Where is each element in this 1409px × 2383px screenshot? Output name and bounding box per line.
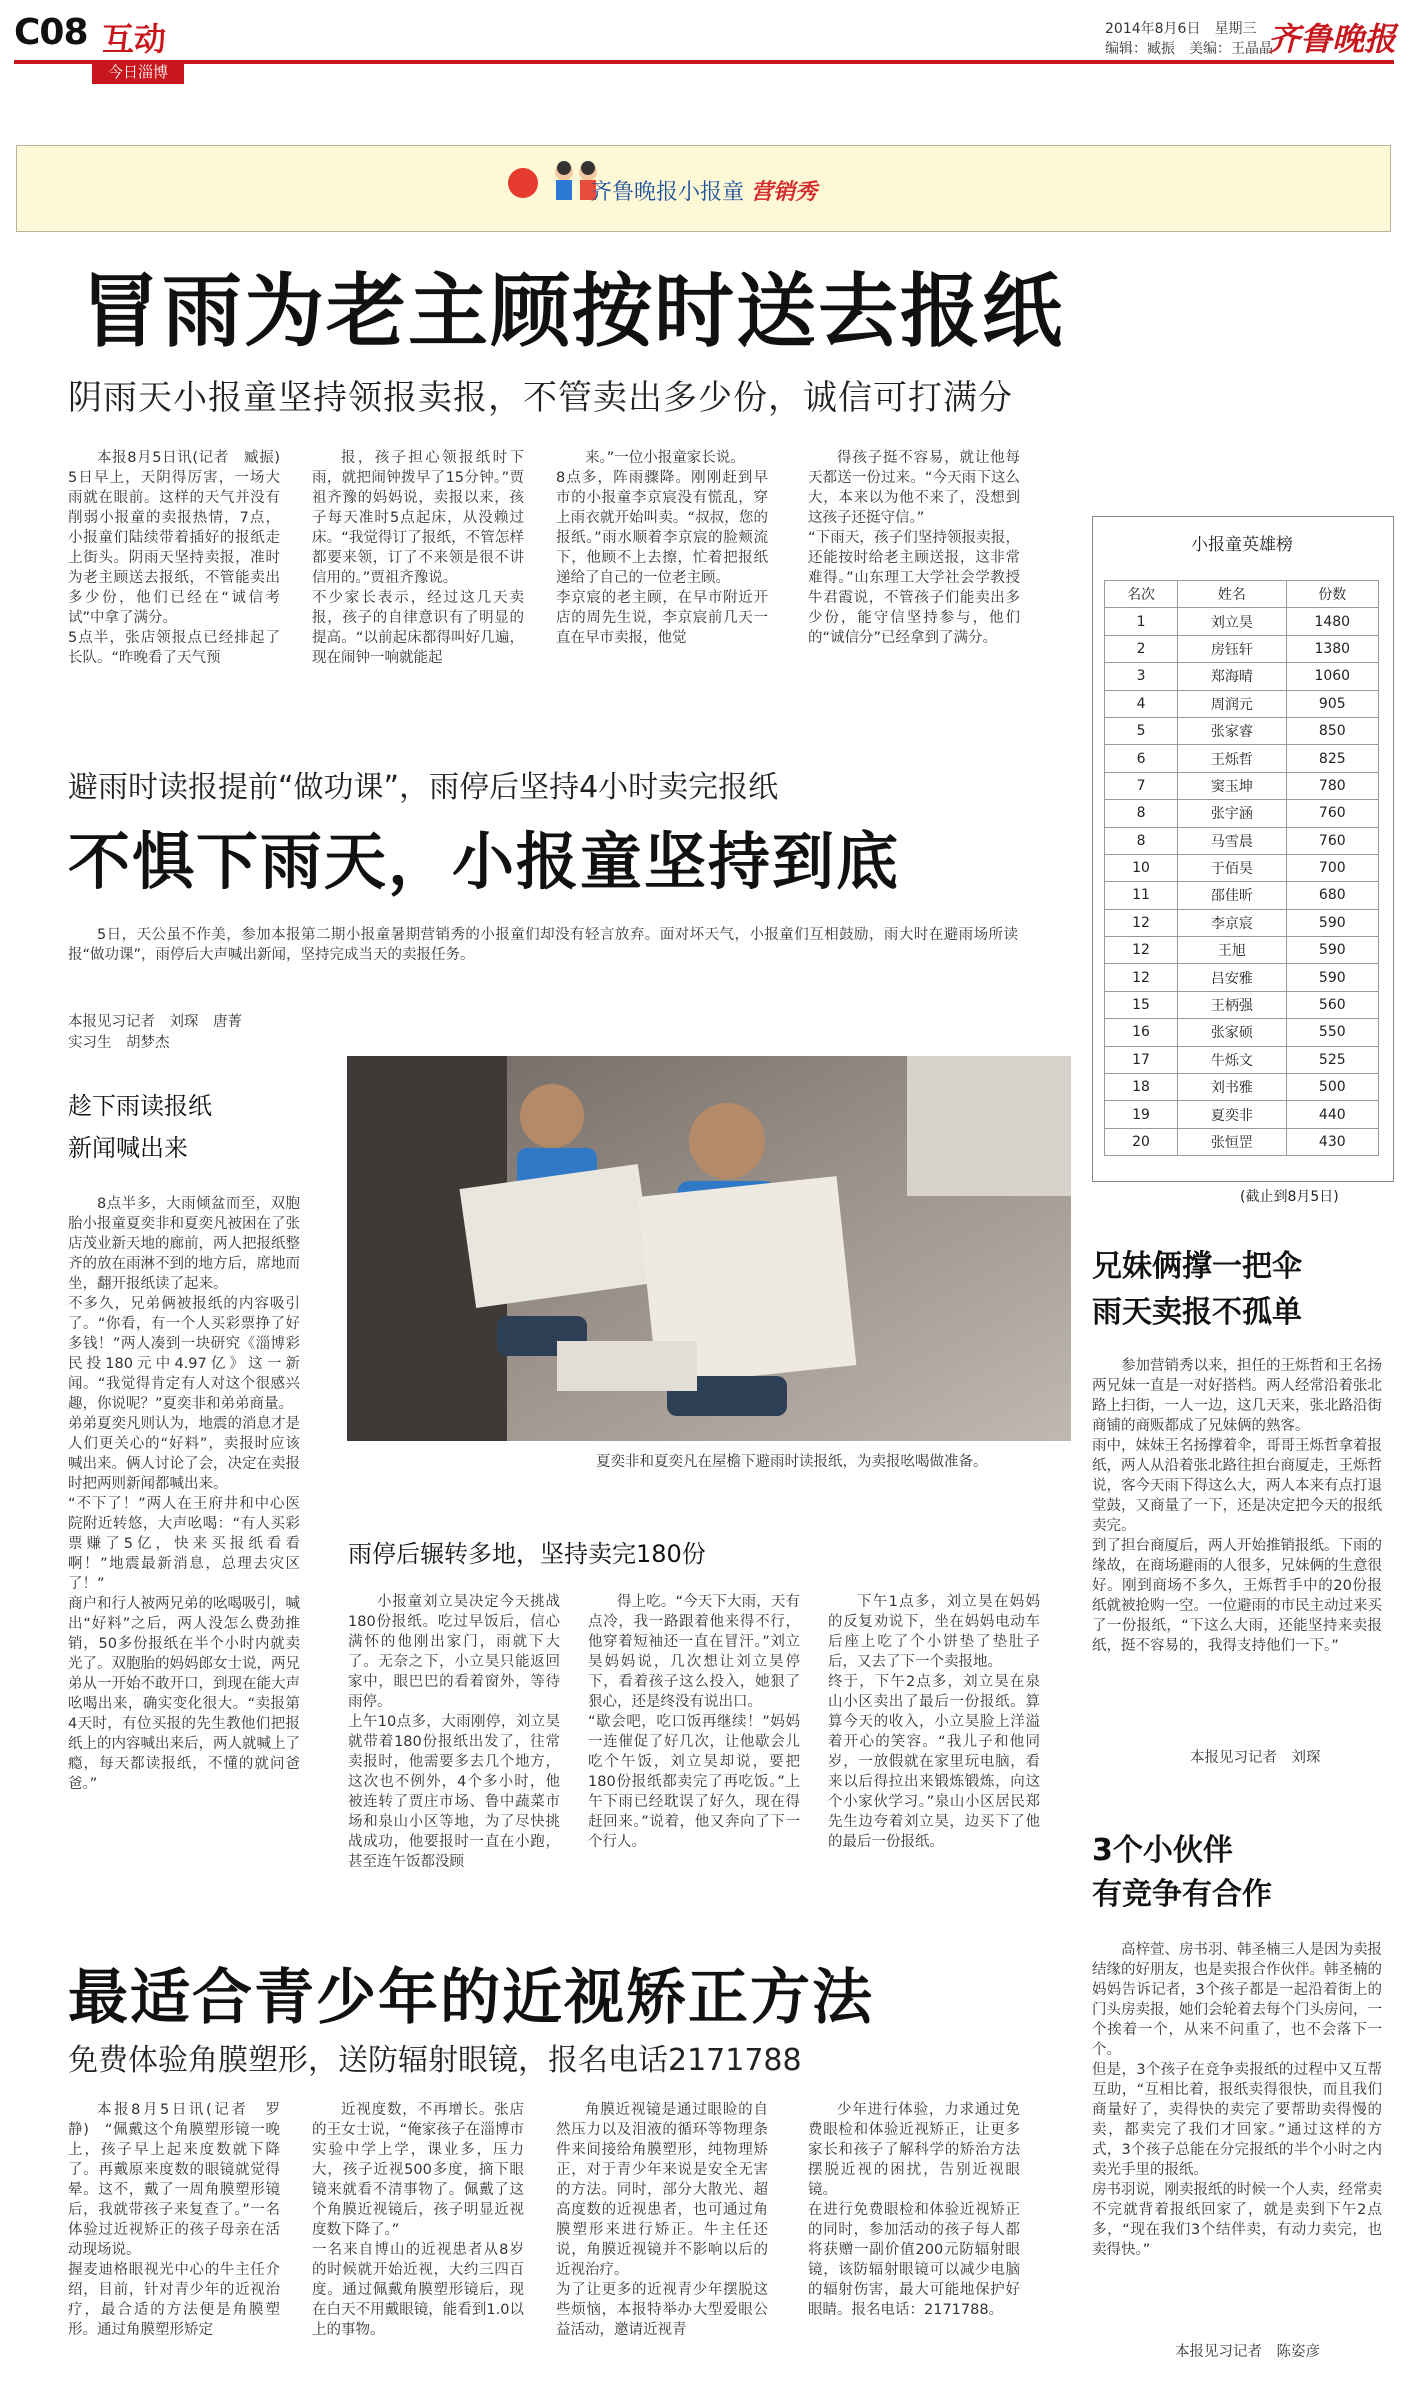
ranking-cell-count: 680 xyxy=(1286,882,1378,909)
ranking-cell-count: 1380 xyxy=(1286,635,1378,662)
ranking-cell-rank: 1 xyxy=(1105,608,1178,635)
side2-byline: 本报见习记者 陈姿彦 xyxy=(1175,2344,1320,2360)
ranking-cell-name: 张家睿 xyxy=(1178,717,1286,744)
ranking-row xyxy=(1105,909,1379,936)
ranking-col-count: 份数 xyxy=(1286,581,1378,608)
ranking-row xyxy=(1105,1101,1379,1128)
ranking-cell-rank: 20 xyxy=(1105,1128,1178,1155)
ranking-row xyxy=(1105,937,1379,964)
ranking-cell-name: 张宇涵 xyxy=(1178,800,1286,827)
side2-body: 高梓萱、房书羽、韩圣楠三人是因为卖报结缘的好朋友，也是卖报合作伙伴。韩圣楠的妈妈告诉记者，3个孩子都是一起沿着街上的门头房卖报，她们会轮着去每个门头房问，一个挨着一个，从来不问重了，也不会落下一个。 但是，3个孩子在竞争卖报纸的过程中又互帮互助，“互相比着，报纸卖得很快，而且我们商量好了，卖得快的卖完了要帮助卖得慢的卖，都卖完了我们才回家。”通过这样的方式，3个孩子总能在分完报纸的半个小时之内卖光手里的报纸。 房书羽说，刚卖报纸的时候一个人卖，经常卖不完就背着报纸回家了，就是卖到下午2点多，“现在我们3个结伴卖，有动力卖完，也卖得快。” xyxy=(1092,1942,1382,2258)
ranking-cell-count: 760 xyxy=(1286,827,1378,854)
ranking-cell-name: 张家硕 xyxy=(1178,1019,1286,1046)
ranking-cell-rank: 2 xyxy=(1105,635,1178,662)
article2-col2: 小报童刘立昊决定今天挑战180份报纸。吃过早饭后，信心满怀的他刚出家门，雨就下大了。无奈之下，小立昊只能返回家中，眼巴巴的看着窗外，等待雨停。 上午10点多，大雨刚停，刘立昊就带着180份报纸出发了，往常卖报时，他需要多去几个地方，这次也不例外，4个多小时，他被连转了贾庄市场、鲁中蔬菜市场和泉山小区等地，为了尽快挑战成功，他要报时一直在小跑，甚至连午饭都没顾 xyxy=(348,1594,560,1870)
side1-body: 参加营销秀以来，担任的王烁哲和王名扬两兄妹一直是一对好搭档。两人经常沿着张北路上扫街，一人一边，这几天来，张北路沿街商铺的商贩都成了兄妹俩的熟客。 雨中，妹妹王名扬撑着伞，哥哥王烁哲拿着报纸，两人从沿着张北路往担台商厦走，王烁哲说，客今天雨下得这么大，两人本来有点打退堂鼓，又商量了一下，还是决定把今天的报纸卖完。 到了担台商厦后，两人开始推销报纸。下雨的缘故，在商场避雨的人很多，兄妹俩的生意很好。刚到商场不多久，王烁哲手中的20份报纸就被抢购一空。一位避雨的市民主动过来买了一份报纸，“下这么大雨，还能坚持来卖报纸，挺不容易的，我得支持他们一下。” xyxy=(1092,1358,1382,1654)
ranking-cell-count: 590 xyxy=(1286,909,1378,936)
ranking-cell-rank: 15 xyxy=(1105,991,1178,1018)
ranking-cell-name: 窦玉坤 xyxy=(1178,772,1286,799)
ranking-cell-name: 王旭 xyxy=(1178,937,1286,964)
ranking-cell-count: 1060 xyxy=(1286,663,1378,690)
article2-byline-intern: 实习生 胡梦杰 xyxy=(68,1035,170,1051)
article2-col1: 8点半多，大雨倾盆而至，双胞胎小报童夏奕非和夏奕凡被困在了张店茂业新天地的廊前，两人把报纸整齐的放在雨淋不到的地方后，席地而坐，翻开报纸读了起来。 不多久，兄弟俩被报纸的内容吸引了。“你看，有一个人买彩票挣了好多钱！”两人凑到一块研究《淄博彩民投180元中4.97亿》这一新闻。“我觉得肯定有人对这个很感兴趣，你说呢？”夏奕非和弟弟商量。 弟弟夏奕凡则认为，地震的消息才是人们更关心的“好料”，卖报时应该喊出来。俩人讨论了会，决定在卖报时把两则新闻都喊出来。 “不下了！”两人在王府井和中心医院附近转悠，大声吆喝：“有人买彩票赚了5亿，快来买报纸看看啊！”地震最新消息，总理去灾区了！” 商户和行人被两兄弟的吆喝吸引，喊出“好料”之后，两人没怎么费劲推销，50多份报纸在半个小时内就卖光了。双胞胎的妈妈郎女士说，两兄弟从一开始不敢开口，到现在能大声吆喝出来，确实变化很大。“卖报第4天时，有位买报的先生教他们把报纸上的内容喊出来后，两人就喊上了瘾，每天都读报纸，不懂的就问爸爸。” xyxy=(68,1196,300,1792)
ranking-cell-name: 吕安雅 xyxy=(1178,964,1286,991)
ad-col3: 角膜近视镜是通过眼睑的自然压力以及泪液的循环等物理条件来间接给角膜塑形，纯物理矫正，对于青少年来说是安全无害的方法。同时，部分大散光、超高度数的近视患者，也可通过角膜塑形来进行矫正。牛主任还说，角膜近视镜并不影响以后的近视治疗。 为了让更多的近视青少年摆脱这些烦恼，本报特举办大型爱眼公益活动，邀请近视青 xyxy=(556,2102,768,2338)
article2-subhead2: 新闻喊出来 xyxy=(68,1134,188,1162)
ranking-cell-count: 1480 xyxy=(1286,608,1378,635)
ranking-row xyxy=(1105,882,1379,909)
banner-title xyxy=(590,175,817,206)
ranking-cell-name: 牛烁文 xyxy=(1178,1046,1286,1073)
ranking-cell-name: 王烁哲 xyxy=(1178,745,1286,772)
editors-credit: 编辑：臧振 美编：王晶晶 xyxy=(1105,41,1273,57)
article2-subhead1: 趁下雨读报纸 xyxy=(68,1092,212,1120)
ranking-cell-rank: 12 xyxy=(1105,909,1178,936)
ranking-cell-name: 于佰昊 xyxy=(1178,854,1286,881)
ranking-header-row xyxy=(1105,581,1379,608)
ranking-cell-name: 郑海晴 xyxy=(1178,663,1286,690)
ranking-cell-count: 550 xyxy=(1286,1019,1378,1046)
side2-headline-line2: 有竞争有合作 xyxy=(1092,1877,1272,1912)
ranking-row xyxy=(1105,964,1379,991)
ranking-row xyxy=(1105,663,1379,690)
article1-col1: 本报8月5日讯(记者 臧振) 5日早上，天阴得厉害，一场大雨就在眼前。这样的天气并没有削弱小报童的卖报热情，7点，小报童们陆续带着插好的报纸走上街头。阴雨天坚持卖报，准时为老主顾送去报纸，不管能卖出多少份，他们已经在“诚信考试”中拿了满分。 5点半，张店领报点已经排起了长队。“昨晚看了天气预 xyxy=(68,450,280,666)
ranking-cell-rank: 18 xyxy=(1105,1074,1178,1101)
article1-headline: 冒雨为老主顾按时送去报纸 xyxy=(80,265,1064,358)
ranking-cell-name: 张恒罡 xyxy=(1178,1128,1286,1155)
ranking-row xyxy=(1105,717,1379,744)
ranking-cell-rank: 8 xyxy=(1105,800,1178,827)
ranking-row xyxy=(1105,772,1379,799)
banner-tag: 营销秀 xyxy=(751,180,818,205)
ad-col1: 本报8月5日讯(记者 罗静) “佩戴这个角膜塑形镜一晚上，孩子早上起来度数就下降了。再戴原来度数的眼镜就觉得晕。这不，戴了一周角膜塑形镜后，我就带孩子来复查了。”一名体验过近视矫正的孩子母亲在活动现场说。 握麦迪格眼视光中心的牛主任介绍，目前，针对青少年的近视治疗，最合适的方法便是角膜塑形。通过角膜塑形矫定 xyxy=(68,2102,280,2338)
article1-col3: 来。”一位小报童家长说。 8点多，阵雨骤降。刚刚赶到早市的小报童李京宸没有慌乱，穿上雨衣就开始叫卖。“叔叔，您的报纸。”雨水顺着李京宸的脸颊流下，他顾不上去擦，忙着把报纸递给了自己的一位老主顾。 李京宸的老主顾，在早市附近开店的周先生说，李京宸前几天一直在早市卖报，他觉 xyxy=(556,450,768,646)
ranking-row xyxy=(1105,1046,1379,1073)
newspaper-logo: 齐鲁晚报 xyxy=(1268,20,1397,58)
ranking-row xyxy=(1105,1128,1379,1155)
ranking-cell-rank: 10 xyxy=(1105,854,1178,881)
banner-name: 齐鲁晚报小报童 xyxy=(590,180,745,205)
ranking-cell-rank: 19 xyxy=(1105,1101,1178,1128)
article2-col4: 下午1点多，刘立昊在妈妈的反复劝说下，坐在妈妈电动车后座上吃了个小饼垫了垫肚子后，又去了下一个卖报地。 终于，下午2点多，刘立昊在泉山小区卖出了最后一份报纸。算算今天的收入，小立昊脸上洋溢着开心的笑容。“我儿子和他同岁，一放假就在家里玩电脑，看来以后得拉出来锻炼锻炼，向这个小家伙学习。”泉山小区居民郑先生边夸着刘立昊，边买下了他的最后一份报纸。 xyxy=(828,1594,1040,1850)
ranking-cell-count: 825 xyxy=(1286,745,1378,772)
ranking-table xyxy=(1104,580,1379,1156)
ranking-cell-count: 430 xyxy=(1286,1128,1378,1155)
side2-headline-line1: 3个小伙伴 xyxy=(1092,1833,1233,1868)
ranking-note: (截止到8月5日) xyxy=(1240,1189,1339,1205)
article2-lead: 5日，天公虽不作美，参加本报第二期小报童暑期营销秀的小报童们却没有轻言放弃。面对坏天气，小报童们互相鼓励，雨大时在避雨场所读报“做功课”，雨停后大声喊出新闻，坚持完成当天的卖报任务。 xyxy=(68,927,1018,963)
ranking-row xyxy=(1105,745,1379,772)
ranking-cell-count: 905 xyxy=(1286,690,1378,717)
ranking-row xyxy=(1105,608,1379,635)
ranking-cell-rank: 17 xyxy=(1105,1046,1178,1073)
ranking-row xyxy=(1105,1019,1379,1046)
ranking-cell-name: 夏奕非 xyxy=(1178,1101,1286,1128)
photo-boys-reading xyxy=(347,1056,1071,1441)
section-name: 互动 xyxy=(102,20,167,58)
ranking-cell-name: 李京宸 xyxy=(1178,909,1286,936)
ranking-cell-name: 房钰轩 xyxy=(1178,635,1286,662)
ranking-cell-rank: 8 xyxy=(1105,827,1178,854)
ranking-cell-rank: 5 xyxy=(1105,717,1178,744)
ad-headline: 最适合青少年的近视矫正方法 xyxy=(68,1963,874,2033)
ranking-cell-count: 525 xyxy=(1286,1046,1378,1073)
local-label: 今日淄博 xyxy=(92,60,184,84)
photo-caption: 夏奕非和夏奕凡在屋檐下避雨时读报纸，为卖报吆喝做准备。 xyxy=(596,1454,988,1470)
ranking-col-name: 姓名 xyxy=(1178,581,1286,608)
ranking-row xyxy=(1105,800,1379,827)
ranking-cell-rank: 12 xyxy=(1105,964,1178,991)
ranking-cell-name: 刘书雅 xyxy=(1178,1074,1286,1101)
ranking-row xyxy=(1105,1074,1379,1101)
ranking-cell-count: 700 xyxy=(1286,854,1378,881)
side1-byline: 本报见习记者 刘琛 xyxy=(1190,1750,1321,1766)
article1-col2: 报，孩子担心领报纸时下雨，就把闹钟拨早了15分钟。”贾祖齐豫的妈妈说，卖报以来，孩子每天准时5点起床，从没赖过床。“我觉得订了报纸，不管怎样都要来领，订了不来领是很不讲信用的。”贾祖齐豫说。 不少家长表示，经过这几天卖报，孩子的自律意识有了明显的提高。“以前起床都得叫好几遍，现在闹钟一响就能起 xyxy=(312,450,524,666)
ranking-body xyxy=(1105,608,1379,1156)
article1-col4: 得孩子挺不容易，就让他每天都送一份过来。“今天雨下这么大，本来以为他不来了，没想到这孩子还挺守信。” “下雨天，孩子们坚持领报卖报，还能按时给老主顾送报，这非常难得。”山东理工大学社会学教授牛君霞说，不管孩子们能卖出多少份，能守信坚持参与，他们的“诚信分”已经拿到了满分。 xyxy=(808,450,1020,646)
article2-byline: 本报见习记者 刘琛 唐菁 xyxy=(68,1014,242,1030)
ranking-row xyxy=(1105,991,1379,1018)
ranking-cell-rank: 7 xyxy=(1105,772,1178,799)
ranking-cell-rank: 4 xyxy=(1105,690,1178,717)
ad-subheadline: 免费体验角膜塑形，送防辐射眼镜，报名电话2171788 xyxy=(68,2043,802,2078)
ad-col2: 近视度数，不再增长。张店的王女士说，“俺家孩子在淄博市实验中学上学，课业多，压力大，孩子近视500多度，摘下眼镜来就看不清事物了。佩戴了这个角膜近视镜后，孩子明显近视度数下降了。” 一名来自博山的近视患者从8岁的时候就开始近视，大约三四百度。通过佩戴角膜塑形镜后，现在白天不用戴眼镜，能看到1.0以上的事物。 xyxy=(312,2102,524,2338)
ranking-cell-name: 周润元 xyxy=(1178,690,1286,717)
article2-col3: 得上吃。“今天下大雨，天有点冷，我一路跟着他来得不行，他穿着短袖还一直在冒汗。”刘立昊妈妈说，几次想让刘立昊停下，看着孩子这么投入，她狠了狠心，还是终没有说出口。 “歇会吧，吃口饭再继续！”妈妈一连催促了好几次，让他歇会儿吃个午饭，刘立昊却说，要把180份报纸都卖完了再吃饭。”上午下雨已经耽误了好久，现在得赶回来。”说着，他又奔向了下一个行人。 xyxy=(588,1594,800,1850)
ranking-title: 小报童英雄榜 xyxy=(1191,535,1293,555)
article1-subheadline: 阴雨天小报童坚持领报卖报，不管卖出多少份，诚信可打满分 xyxy=(68,378,1013,418)
swirl-logo-icon xyxy=(508,168,538,198)
side1-headline-line2: 雨天卖报不孤单 xyxy=(1092,1295,1302,1330)
ranking-row xyxy=(1105,854,1379,881)
ranking-cell-name: 刘立昊 xyxy=(1178,608,1286,635)
ranking-row xyxy=(1105,827,1379,854)
ranking-cell-count: 780 xyxy=(1286,772,1378,799)
ranking-cell-name: 邵佳昕 xyxy=(1178,882,1286,909)
article2-kicker: 避雨时读报提前“做功课”，雨停后坚持4小时卖完报纸 xyxy=(68,770,779,805)
ad-col4: 少年进行体验，力求通过免费眼检和体验近视矫正，让更多家长和孩子了解科学的矫治方法摆脱近视的困扰，告别近视眼镜。 在进行免费眼检和体验近视矫正的同时，参加活动的孩子每人都将获赠一副价值200元防辐射眼镜，该防辐射眼镜可以减少电脑的辐射伤害，最大可能地保护好眼睛。报名电话：2171788。 xyxy=(808,2102,1020,2318)
side1-headline-line1: 兄妹俩撑一把伞 xyxy=(1092,1249,1302,1284)
ranking-cell-count: 500 xyxy=(1286,1074,1378,1101)
ranking-row xyxy=(1105,690,1379,717)
ranking-cell-count: 590 xyxy=(1286,964,1378,991)
header-rule xyxy=(14,60,1394,64)
page-number: C08 xyxy=(14,12,88,53)
ranking-cell-count: 850 xyxy=(1286,717,1378,744)
ranking-cell-name: 马雪晨 xyxy=(1178,827,1286,854)
ranking-cell-name: 王柄强 xyxy=(1178,991,1286,1018)
ranking-cell-count: 590 xyxy=(1286,937,1378,964)
article2-subhead3: 雨停后辗转多地，坚持卖完180份 xyxy=(348,1540,706,1568)
ranking-cell-count: 760 xyxy=(1286,800,1378,827)
issue-date: 2014年8月6日 星期三 xyxy=(1105,21,1257,37)
ranking-row xyxy=(1105,635,1379,662)
ranking-cell-count: 560 xyxy=(1286,991,1378,1018)
ranking-cell-rank: 3 xyxy=(1105,663,1178,690)
article2-headline: 不惧下雨天，小报童坚持到底 xyxy=(68,825,901,898)
ranking-cell-rank: 11 xyxy=(1105,882,1178,909)
ranking-cell-rank: 6 xyxy=(1105,745,1178,772)
ranking-cell-count: 440 xyxy=(1286,1101,1378,1128)
ranking-cell-rank: 16 xyxy=(1105,1019,1178,1046)
ranking-cell-rank: 12 xyxy=(1105,937,1178,964)
ranking-col-rank: 名次 xyxy=(1105,581,1178,608)
